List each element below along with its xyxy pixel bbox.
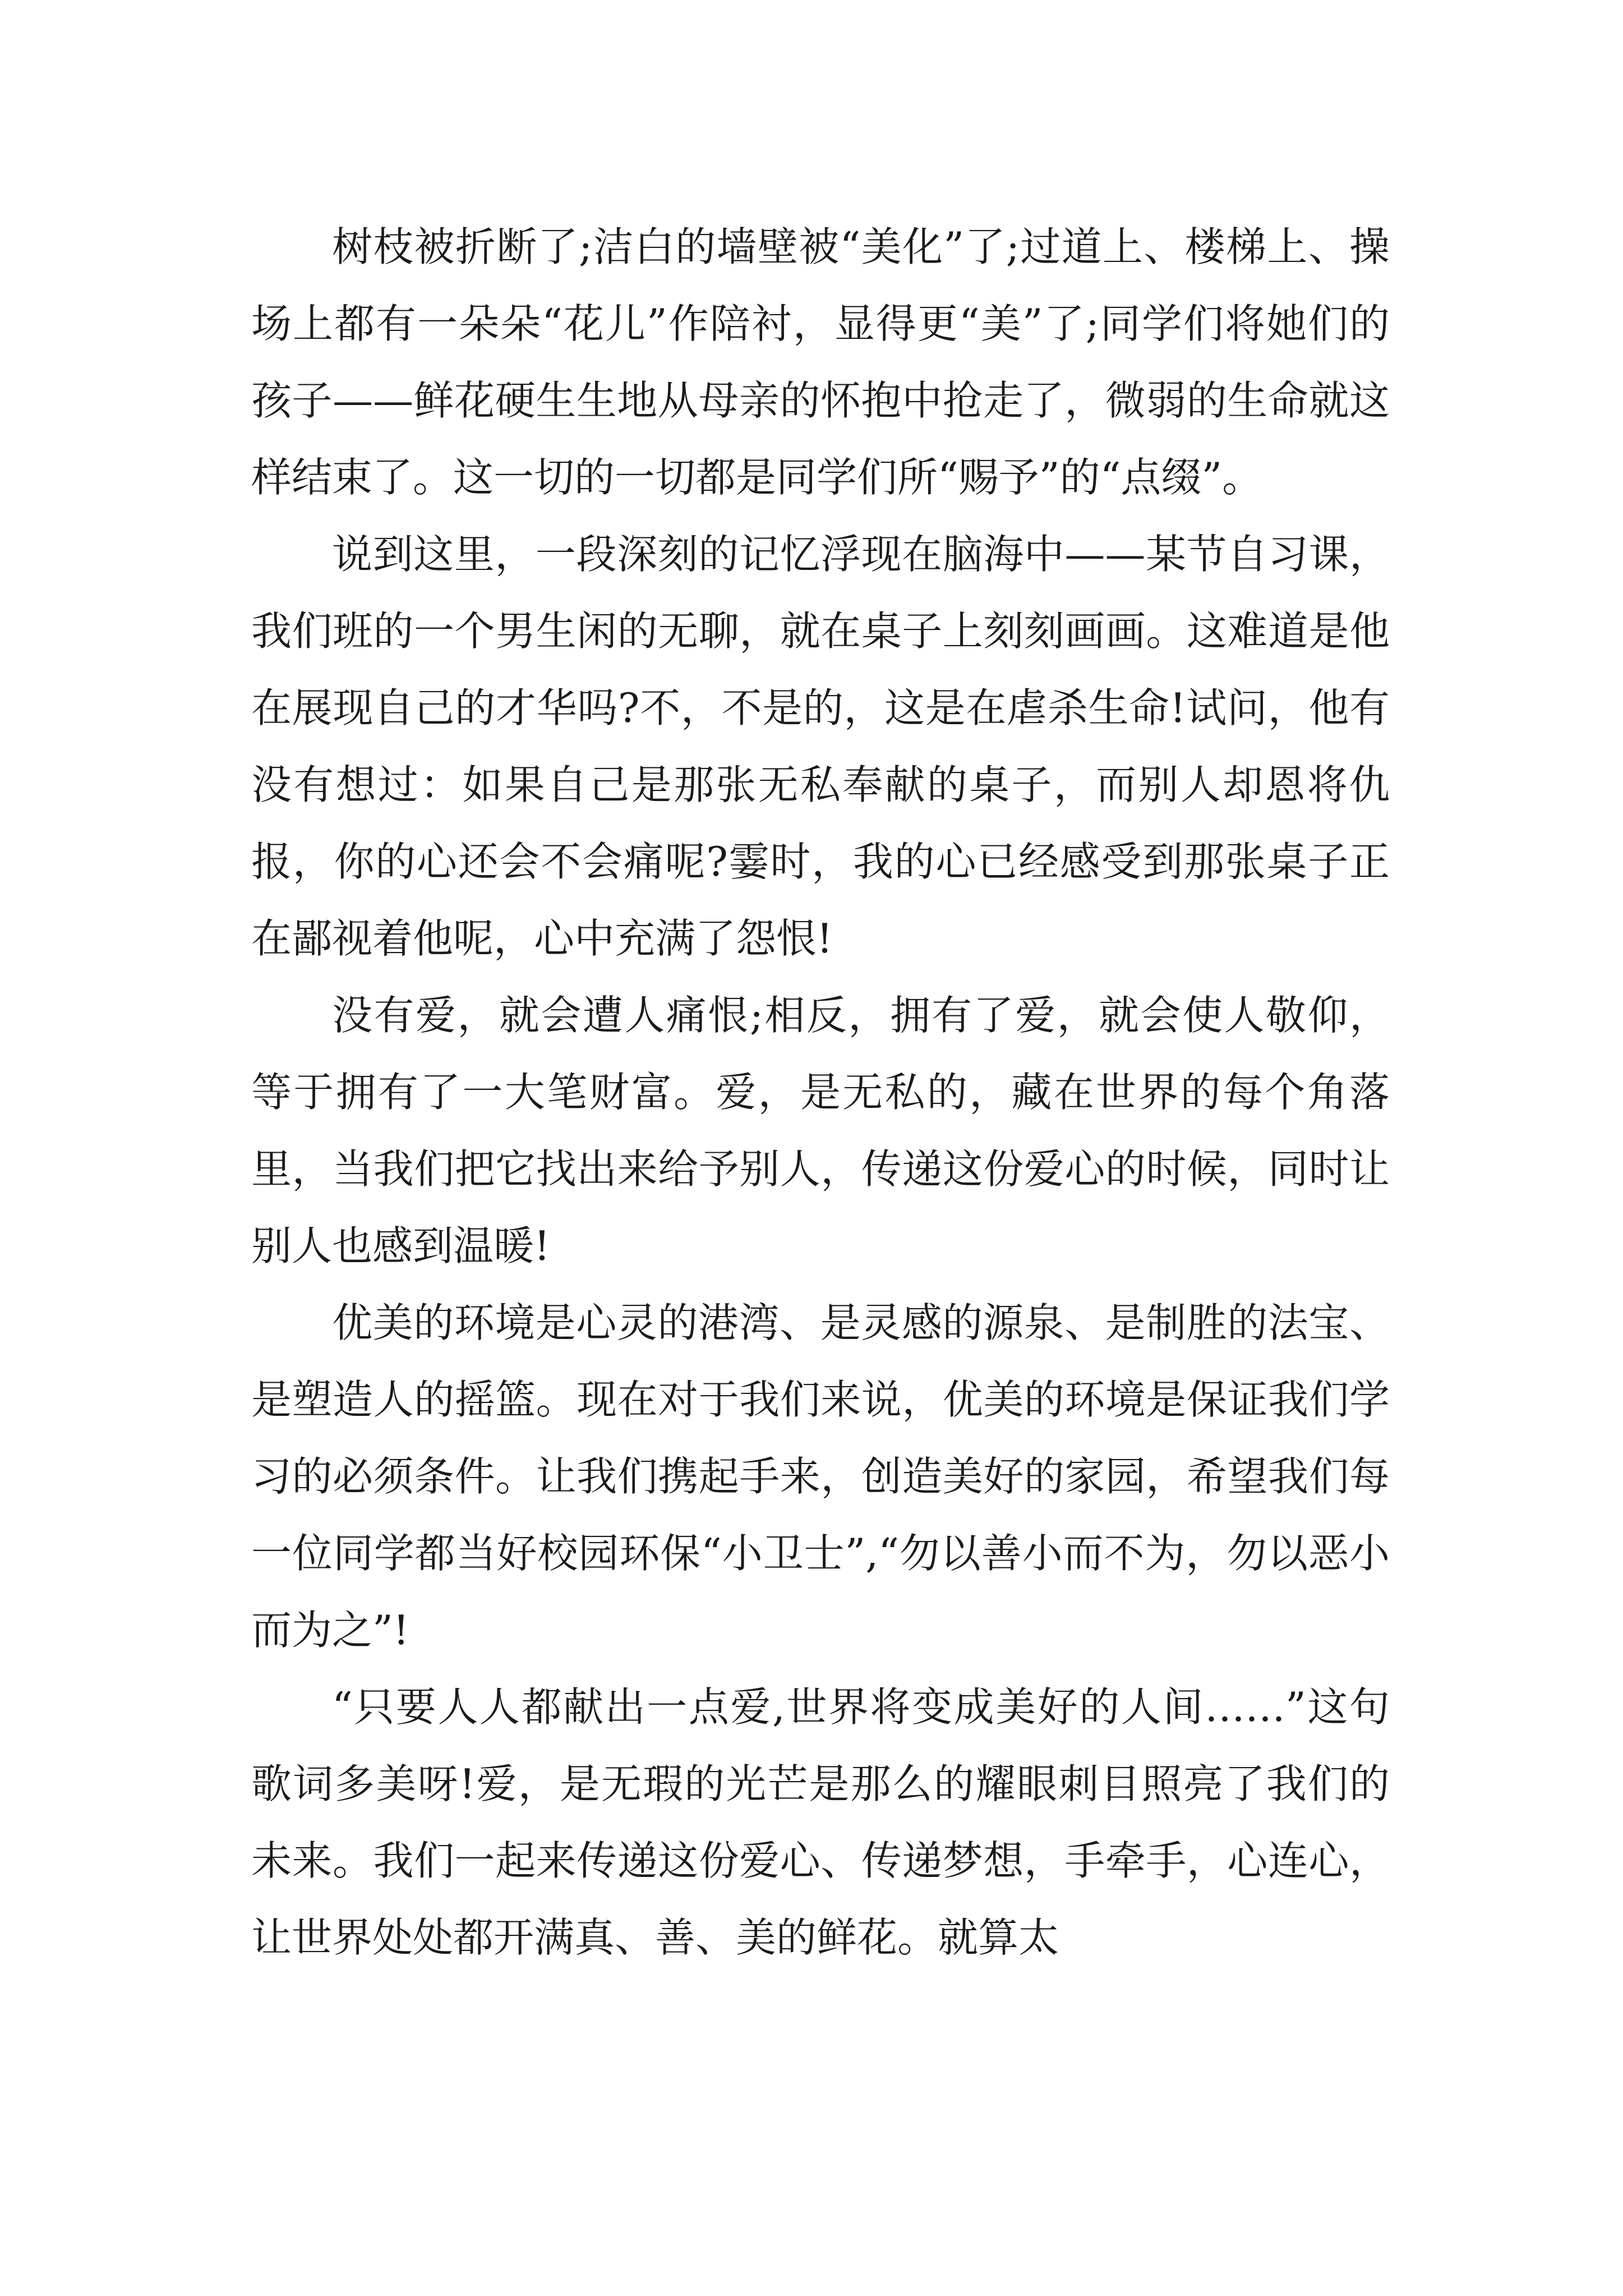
paragraph-3: 没有爱，就会遭人痛恨;相反，拥有了爱，就会使人敬仰，等于拥有了一大笔财富。爱，是无私的，藏在世界的每个角落里，当我们把它找出来给予别人，传递这份爱心的时候，同时让别人也感到温暖! [251, 992, 1390, 1269]
paragraph-1: 树枝被折断了;洁白的墙壁被“美化”了;过道上、楼梯上、操场上都有一朵朵“花儿”作陪衬，显得更“美”了;同学们将她们的孩子——鲜花硬生生地从母亲的怀抱中抢走了，微弱的生命就这样结束了。这一切的一切都是同学们所“赐予”的“点缀”。 [251, 223, 1390, 501]
paragraph-4: 优美的环境是心灵的港湾、是灵感的源泉、是制胜的法宝、是塑造人的摇篮。现在对于我们来说，优美的环境是保证我们学习的必须条件。让我们携起手来，创造美好的家园，希望我们每一位同学都当好校园环保“小卫士”,“勿以善小而不为，勿以恶小而为之”! [251, 1299, 1390, 1654]
document-body [251, 209, 1390, 1976]
paragraph-5: “只要人人都献出一点爱,世界将变成美好的人间……”这句歌词多美呀!爱，是无瑕的光芒是那么的耀眼刺目照亮了我们的未来。我们一起来传递这份爱心、传递梦想，手牵手，心连心，让世界处处都开满真、善、美的鲜花。就算太 [251, 1683, 1390, 1961]
paragraph-2: 说到这里，一段深刻的记忆浮现在脑海中——某节自习课，我们班的一个男生闲的无聊，就在桌子上刻刻画画。这难道是他在展现自己的才华吗?不，不是的，这是在虐杀生命!试问，他有没有想过：如果自己是那张无私奉献的桌子，而别人却恩将仇报，你的心还会不会痛呢?霎时，我的心已经感受到那张桌子正在鄙视着他呢，心中充满了怨恨! [251, 531, 1390, 962]
